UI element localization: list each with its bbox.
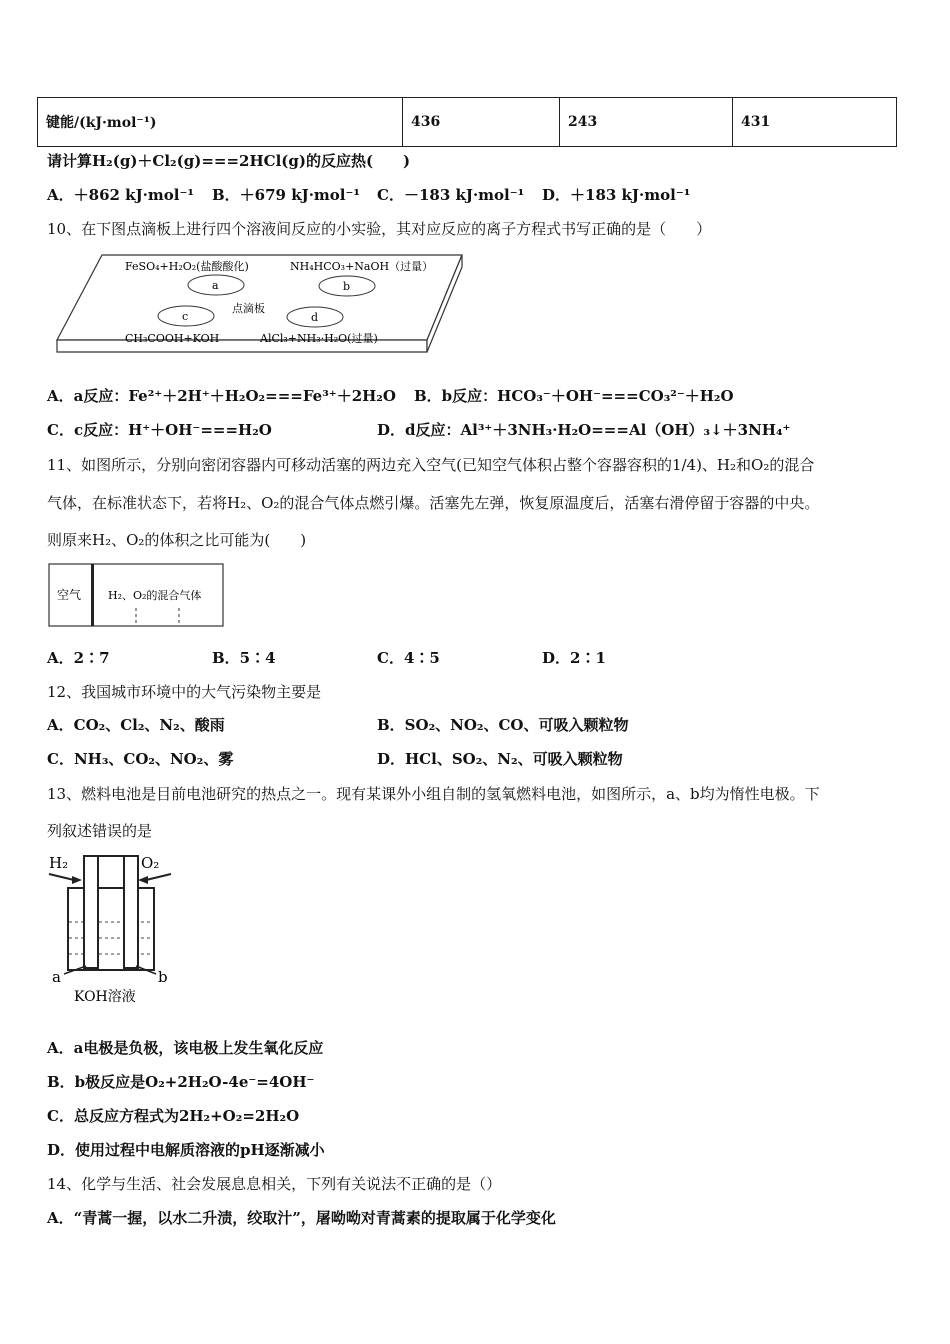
fuel-cell-a-label: a (52, 968, 61, 986)
spot-plate-figure (52, 250, 467, 360)
spot-plate-center-label: 点滴板 (232, 302, 265, 315)
q9-option-d: D．＋183 kJ·mol⁻¹ (542, 186, 691, 204)
bond-energy-cl-cl: 243 (560, 98, 733, 147)
q13-option-d: D．使用过程中电解质溶液的pH逐渐减小 (47, 1141, 325, 1159)
q13-stem-line-1: 13、燃料电池是目前电池研究的热点之一。现有某课外小组自制的氢氧燃料电池，如图所示，a、b均为惰性电极。下 (47, 785, 820, 803)
fuel-cell-figure (46, 848, 176, 1006)
q11-stem-line-3: 则原来H₂、O₂的体积之比可能为( ) (47, 531, 307, 549)
container-air-label: 空气 (57, 588, 82, 602)
spot-plate-label-top-right: NH₄HCO₃+NaOH（过量） (290, 260, 434, 273)
q13-stem-line-2: 列叙述错误的是 (47, 822, 153, 840)
q10-stem: 10、在下图点滴板上进行四个溶液间反应的小实验，其对应反应的离子方程式书写正确的是（ ） (47, 220, 712, 238)
well-b-label: b (343, 280, 351, 293)
piston (91, 564, 94, 626)
container-mixture-label: H₂、O₂的混合气体 (108, 589, 202, 602)
fuel-cell-h2-label: H₂ (49, 854, 69, 872)
electrode-a (84, 856, 98, 968)
q11-stem-line-2: 气体，在标准状态下，若将H₂、O₂的混合气体点燃引爆。活塞先左弹，恢复原温度后，活塞右滑停留于容器的中央。 (47, 494, 820, 512)
q13-option-a: A．a电极是负极，该电极上发生氧化反应 (47, 1039, 324, 1057)
q12-option-a: A．CO₂、Cl₂、N₂、酸雨 (47, 716, 225, 734)
q9-option-a: A．＋862 kJ·mol⁻¹ (47, 186, 194, 204)
fuel-cell-b-label: b (158, 968, 168, 986)
fuel-cell-solution-label: KOH溶液 (74, 989, 136, 1005)
q9-stem: 请计算H₂(g)＋Cl₂(g)===2HCl(g)的反应热( ) (47, 152, 411, 170)
q10-option-c: C．c反应：H⁺＋OH⁻===H₂O (47, 421, 272, 439)
q13-option-c: C．总反应方程式为2H₂+O₂=2H₂O (47, 1107, 300, 1125)
q14-option-a: A．“青蒿一握，以水二升渍，绞取汁”，屠呦呦对青蒿素的提取属于化学变化 (47, 1209, 556, 1227)
well-d-label: d (311, 311, 319, 324)
well-c-label: c (182, 310, 189, 323)
q12-option-c: C．NH₃、CO₂、NO₂、雾 (47, 750, 234, 768)
q12-stem: 12、我国城市环境中的大气污染物主要是 (47, 683, 322, 701)
container-figure (48, 563, 226, 629)
q13-option-b: B．b极反应是O₂+2H₂O-4e⁻=4OH⁻ (47, 1073, 315, 1091)
q12-option-b: B．SO₂、NO₂、CO、可吸入颗粒物 (377, 716, 629, 734)
bond-energy-table (37, 97, 897, 147)
spot-plate-label-bottom-left: CH₃COOH+KOH (125, 332, 220, 345)
bond-energy-h-h: 436 (403, 98, 560, 147)
q10-option-a: A．a反应：Fe²⁺＋2H⁺＋H₂O₂===Fe³⁺＋2H₂O (47, 387, 396, 405)
q11-option-b: B．5∶4 (212, 649, 276, 667)
q9-option-c: C．－183 kJ·mol⁻¹ (377, 186, 525, 204)
fuel-cell-o2-label: O₂ (141, 854, 160, 872)
bond-energy-h-cl: 431 (733, 98, 897, 147)
q10-option-d: D．d反应：Al³⁺＋3NH₃·H₂O===Al（OH）₃↓＋3NH₄⁺ (377, 421, 791, 439)
spot-plate-label-bottom-right: AlCl₃+NH₃·H₂O(过量) (260, 332, 378, 345)
q10-option-b: B．b反应：HCO₃⁻＋OH⁻===CO₃²⁻＋H₂O (414, 387, 734, 405)
spot-plate-label-top-left: FeSO₄+H₂O₂(盐酸酸化) (125, 260, 249, 273)
q11-option-d: D．2∶1 (542, 649, 606, 667)
q11-option-a: A．2∶7 (47, 649, 110, 667)
electrode-b (124, 856, 138, 968)
q12-option-d: D．HCl、SO₂、N₂、可吸入颗粒物 (377, 750, 623, 768)
q11-option-c: C．4∶5 (377, 649, 440, 667)
q14-stem: 14、化学与生活、社会发展息息相关，下列有关说法不正确的是（） (47, 1175, 502, 1193)
q9-option-b: B．＋679 kJ·mol⁻¹ (212, 186, 360, 204)
q11-stem-line-1: 11、如图所示，分别向密闭容器内可移动活塞的两边充入空气(已知空气体积占整个容器容积的1/4)、H₂和O₂的混合 (47, 456, 815, 474)
well-a-label: a (212, 279, 219, 292)
bond-energy-label: 键能/(kJ·mol⁻¹) (38, 98, 403, 147)
table-row (38, 98, 897, 147)
